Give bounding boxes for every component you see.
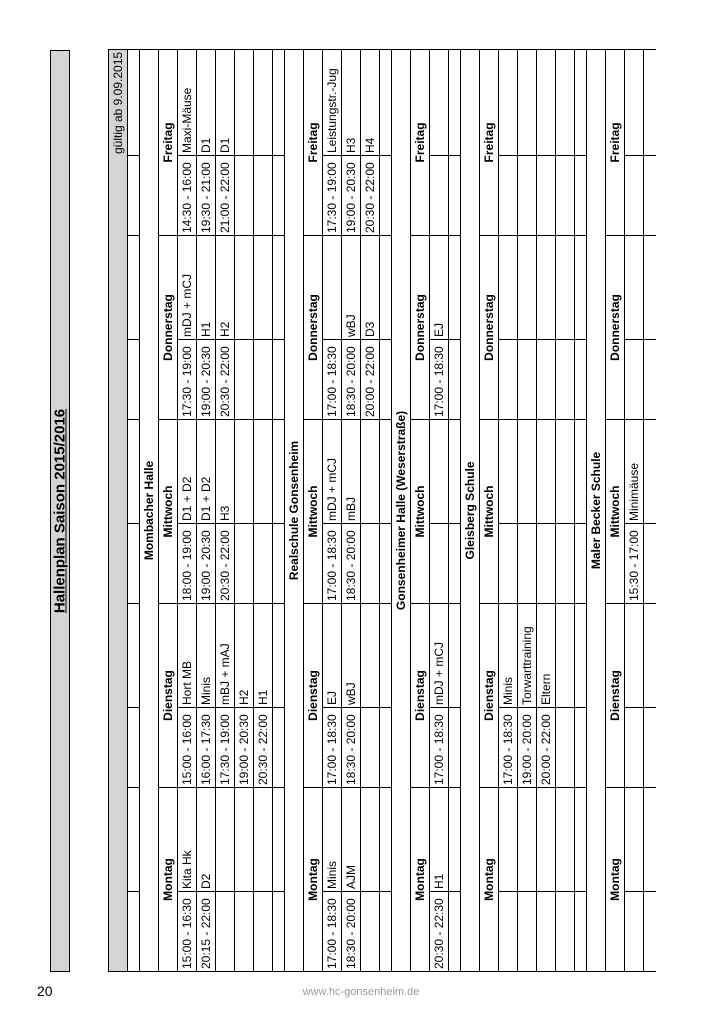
time-cell: 15:00 - 16:00	[178, 708, 197, 788]
section-header-row	[392, 49, 411, 971]
spacer-cell	[380, 340, 392, 420]
group-cell: H1	[197, 236, 216, 340]
time-cell	[556, 340, 575, 420]
group-cell	[625, 604, 644, 708]
time-cell: 20:00 - 22:00	[361, 340, 380, 420]
group-cell	[556, 420, 575, 524]
group-cell	[537, 236, 556, 340]
spacer-cell	[380, 49, 392, 155]
group-cell	[518, 420, 537, 524]
spacer-cell	[644, 156, 656, 236]
group-cell	[499, 788, 518, 892]
group-cell	[556, 236, 575, 340]
table-row	[216, 49, 235, 971]
group-cell	[254, 236, 273, 340]
table-row	[556, 49, 575, 971]
table-row	[361, 49, 380, 971]
spacer-cell	[273, 708, 285, 788]
group-cell: H3	[216, 420, 235, 524]
time-cell	[537, 156, 556, 236]
spacer-cell	[273, 524, 285, 604]
valid-row	[109, 49, 128, 971]
time-cell	[556, 524, 575, 604]
time-cell	[235, 156, 254, 236]
group-cell: mDJ + mCJ	[430, 604, 449, 708]
group-cell: H4	[361, 49, 380, 155]
time-cell: 20:30 - 22:00	[361, 156, 380, 236]
spacer-cell	[449, 708, 461, 788]
group-cell: D1	[197, 49, 216, 155]
table-row	[197, 49, 216, 971]
group-cell	[625, 236, 644, 340]
spacer-cell	[644, 420, 656, 524]
time-cell	[625, 340, 644, 420]
spacer-cell	[380, 708, 392, 788]
spacer-cell	[449, 604, 461, 708]
schedule-table	[108, 49, 656, 972]
spacer-cell	[273, 788, 285, 892]
group-cell	[625, 788, 644, 892]
time-cell: 17:30 - 19:00	[216, 708, 235, 788]
time-cell	[518, 524, 537, 604]
section-spacer	[575, 49, 587, 971]
time-cell	[254, 524, 273, 604]
day-header-row	[304, 49, 323, 971]
day-header: Donnerstag	[304, 236, 323, 420]
day-header: Freitag	[411, 49, 430, 235]
group-cell	[361, 604, 380, 708]
spacer-cell	[449, 524, 461, 604]
time-cell	[625, 892, 644, 972]
spacer-cell	[380, 788, 392, 892]
day-header: Mittwoch	[606, 420, 625, 604]
time-cell	[254, 156, 273, 236]
group-cell: mDJ + mCJ	[178, 236, 197, 340]
spacer-cell	[380, 604, 392, 708]
table-row	[499, 49, 518, 971]
group-cell: D1	[216, 49, 235, 155]
group-cell: mDJ + mCJ	[323, 420, 342, 524]
spacer-cell	[128, 788, 140, 892]
section-name: Mombacher Halle	[140, 49, 159, 971]
time-cell	[499, 340, 518, 420]
group-cell: AJM	[342, 788, 361, 892]
section-spacer	[644, 49, 656, 971]
group-cell: Maxi-Mäuse	[178, 49, 197, 155]
day-header: Mittwoch	[480, 420, 499, 604]
table-row	[430, 49, 449, 971]
group-cell	[361, 788, 380, 892]
time-cell: 18:30 - 20:00	[342, 340, 361, 420]
time-cell	[235, 340, 254, 420]
spacer-cell	[273, 340, 285, 420]
spacer-cell	[575, 340, 587, 420]
spacer-cell	[644, 604, 656, 708]
day-header: Montag	[411, 788, 430, 972]
time-cell: 21:00 - 22:00	[216, 156, 235, 236]
time-cell	[518, 340, 537, 420]
group-cell	[518, 236, 537, 340]
spacer-cell	[575, 524, 587, 604]
table-row	[254, 49, 273, 971]
time-cell	[556, 892, 575, 972]
spacer-cell	[128, 49, 140, 155]
time-cell: 14:30 - 16:00	[178, 156, 197, 236]
table-row	[235, 49, 254, 971]
section-name: Gonsenheimer Halle (Weserstraße)	[392, 49, 411, 971]
group-cell: D1 + D2	[197, 420, 216, 524]
group-cell	[235, 49, 254, 155]
time-cell: 19:00 - 20:00	[518, 708, 537, 788]
spacer-cell	[128, 156, 140, 236]
group-cell	[235, 236, 254, 340]
spacer-cell	[644, 892, 656, 972]
group-cell	[254, 420, 273, 524]
group-cell: D3	[361, 236, 380, 340]
group-cell	[556, 604, 575, 708]
group-cell: Leistungstr.-Jug	[323, 49, 342, 155]
spacer-cell	[644, 340, 656, 420]
spacer-cell	[128, 524, 140, 604]
section-name: Realschule Gonsenheim	[285, 49, 304, 971]
group-cell: mBJ + mAJ	[216, 604, 235, 708]
day-header: Freitag	[159, 49, 178, 235]
group-cell	[518, 49, 537, 155]
spacer-cell	[449, 340, 461, 420]
spacer-cell	[273, 156, 285, 236]
spacer-cell	[128, 340, 140, 420]
spacer-cell	[644, 788, 656, 892]
table-row	[342, 49, 361, 971]
time-cell: 17:00 - 18:30	[430, 708, 449, 788]
day-header: Donnerstag	[411, 236, 430, 420]
spacer-cell	[575, 788, 587, 892]
group-cell	[216, 788, 235, 892]
time-cell	[430, 524, 449, 604]
day-header: Donnerstag	[606, 236, 625, 420]
time-cell	[254, 340, 273, 420]
group-cell	[499, 420, 518, 524]
day-header: Mittwoch	[304, 420, 323, 604]
group-cell: Minis	[323, 788, 342, 892]
time-cell: 17:00 - 18:30	[430, 340, 449, 420]
day-header: Freitag	[606, 49, 625, 235]
spacer-cell	[380, 524, 392, 604]
time-cell: 20:30 - 22:00	[254, 708, 273, 788]
spacer-cell	[575, 156, 587, 236]
time-cell: 17:00 - 18:30	[323, 708, 342, 788]
day-header-row	[606, 49, 625, 971]
time-cell	[625, 708, 644, 788]
spacer-cell	[128, 604, 140, 708]
day-header: Montag	[480, 788, 499, 972]
spacer-cell	[575, 604, 587, 708]
time-cell	[254, 892, 273, 972]
group-cell: Eltern	[537, 604, 556, 708]
day-header: Donnerstag	[159, 236, 178, 420]
time-cell	[216, 892, 235, 972]
time-cell: 17:30 - 19:00	[178, 340, 197, 420]
time-cell	[499, 524, 518, 604]
spacer-cell	[575, 892, 587, 972]
table-row	[537, 49, 556, 971]
day-header: Mittwoch	[159, 420, 178, 604]
time-cell	[361, 708, 380, 788]
spacer-cell	[449, 420, 461, 524]
day-header: Dienstag	[159, 604, 178, 788]
time-cell	[235, 524, 254, 604]
group-cell	[430, 49, 449, 155]
spacer-cell	[449, 236, 461, 340]
time-cell	[556, 156, 575, 236]
time-cell: 19:00 - 20:30	[197, 524, 216, 604]
group-cell: Kita Hk	[178, 788, 197, 892]
group-cell: mBJ	[342, 420, 361, 524]
group-cell	[518, 788, 537, 892]
table-row	[178, 49, 197, 971]
time-cell: 15:30 - 17:00	[625, 524, 644, 604]
time-cell	[537, 892, 556, 972]
time-cell	[235, 892, 254, 972]
group-cell	[556, 49, 575, 155]
time-cell	[556, 708, 575, 788]
spacer-cell	[380, 236, 392, 340]
group-cell	[537, 49, 556, 155]
day-header: Freitag	[480, 49, 499, 235]
section-spacer	[449, 49, 461, 971]
section-spacer	[128, 49, 140, 971]
group-cell: H3	[342, 49, 361, 155]
spacer-cell	[575, 708, 587, 788]
time-cell	[499, 892, 518, 972]
time-cell: 20:30 - 22:00	[216, 340, 235, 420]
group-cell	[361, 420, 380, 524]
spacer-cell	[273, 236, 285, 340]
time-cell: 15:00 - 16:30	[178, 892, 197, 972]
spacer-cell	[449, 156, 461, 236]
time-cell: 19:00 - 20:30	[197, 340, 216, 420]
time-cell	[430, 156, 449, 236]
spacer-cell	[644, 708, 656, 788]
group-cell: Minis	[499, 604, 518, 708]
time-cell: 20:15 - 22:00	[197, 892, 216, 972]
spacer-cell	[128, 236, 140, 340]
time-cell: 18:30 - 20:00	[342, 892, 361, 972]
spacer-cell	[380, 420, 392, 524]
time-cell: 17:00 - 18:30	[499, 708, 518, 788]
day-header-row	[159, 49, 178, 971]
group-cell	[625, 49, 644, 155]
spacer-cell	[128, 420, 140, 524]
section-name: Maler Becker Schule	[587, 49, 606, 971]
spacer-cell	[128, 708, 140, 788]
spacer-cell	[273, 49, 285, 155]
day-header: Freitag	[304, 49, 323, 235]
day-header: Dienstag	[411, 604, 430, 788]
page-title: Hallenplan Saison 2015/2016	[51, 408, 69, 614]
time-cell	[537, 340, 556, 420]
group-cell: Torwarttraining	[518, 604, 537, 708]
table-row	[518, 49, 537, 971]
group-cell	[430, 420, 449, 524]
day-header: Mittwoch	[411, 420, 430, 604]
time-cell: 20:00 - 22:00	[537, 708, 556, 788]
time-cell: 18:00 - 19:00	[178, 524, 197, 604]
time-cell	[499, 156, 518, 236]
day-header-row	[480, 49, 499, 971]
time-cell: 17:00 - 18:30	[323, 524, 342, 604]
spacer-cell	[644, 524, 656, 604]
group-cell	[499, 49, 518, 155]
group-cell: Minimäuse	[625, 420, 644, 524]
group-cell	[235, 788, 254, 892]
time-cell	[361, 892, 380, 972]
page-number: 20	[37, 983, 53, 999]
spacer-cell	[128, 892, 140, 972]
group-cell	[254, 788, 273, 892]
time-cell	[625, 156, 644, 236]
day-header: Dienstag	[480, 604, 499, 788]
group-cell: wBJ	[342, 604, 361, 708]
section-header-row	[140, 49, 159, 971]
spacer-cell	[575, 236, 587, 340]
spacer-cell	[273, 604, 285, 708]
day-header: Dienstag	[304, 604, 323, 788]
group-cell: wBJ	[342, 236, 361, 340]
valid-from: gültig ab 9.09.2015	[109, 49, 128, 971]
group-cell: D2	[197, 788, 216, 892]
day-header: Montag	[606, 788, 625, 972]
group-cell: EJ	[323, 604, 342, 708]
spacer-cell	[273, 892, 285, 972]
spacer-cell	[380, 156, 392, 236]
time-cell: 20:30 - 22:30	[430, 892, 449, 972]
schedule-frame	[108, 50, 641, 972]
group-cell	[323, 236, 342, 340]
section-header-row	[461, 49, 480, 971]
day-header: Dienstag	[606, 604, 625, 788]
time-cell: 19:00 - 20:30	[342, 156, 361, 236]
section-spacer	[273, 49, 285, 971]
time-cell	[518, 156, 537, 236]
group-cell: H1	[430, 788, 449, 892]
group-cell	[556, 788, 575, 892]
section-header-row	[285, 49, 304, 971]
time-cell	[537, 524, 556, 604]
time-cell: 20:30 - 22:00	[216, 524, 235, 604]
group-cell	[254, 49, 273, 155]
spacer-cell	[644, 236, 656, 340]
spacer-cell	[575, 420, 587, 524]
group-cell	[537, 788, 556, 892]
spacer-cell	[449, 892, 461, 972]
group-cell: D1 + D2	[178, 420, 197, 524]
time-cell: 17:00 - 18:30	[323, 892, 342, 972]
time-cell: 16:00 - 17:30	[197, 708, 216, 788]
group-cell	[499, 236, 518, 340]
group-cell: H2	[216, 236, 235, 340]
time-cell: 17:00 - 18:30	[323, 340, 342, 420]
day-header: Donnerstag	[480, 236, 499, 420]
spacer-cell	[575, 49, 587, 155]
table-row	[323, 49, 342, 971]
time-cell: 19:30 - 21:00	[197, 156, 216, 236]
group-cell: EJ	[430, 236, 449, 340]
time-cell: 17:30 - 19:00	[323, 156, 342, 236]
day-header: Montag	[304, 788, 323, 972]
day-header-row	[411, 49, 430, 971]
spacer-cell	[449, 49, 461, 155]
time-cell: 18:30 - 20:00	[342, 524, 361, 604]
section-name: Gleisberg Schule	[461, 49, 480, 971]
group-cell	[537, 420, 556, 524]
group-cell: H2	[235, 604, 254, 708]
schedule-rotated	[108, 50, 641, 972]
group-cell	[235, 420, 254, 524]
spacer-cell	[380, 892, 392, 972]
spacer-cell	[273, 420, 285, 524]
spacer-cell	[449, 788, 461, 892]
spacer-cell	[644, 49, 656, 155]
time-cell: 19:00 - 20:30	[235, 708, 254, 788]
table-row	[625, 49, 644, 971]
day-header: Montag	[159, 788, 178, 972]
time-cell	[361, 524, 380, 604]
group-cell: Minis	[197, 604, 216, 708]
footer-url: www.hc-gonsenheim.de	[302, 986, 420, 998]
time-cell: 18:30 - 20:00	[342, 708, 361, 788]
group-cell: Hort MB	[178, 604, 197, 708]
section-header-row	[587, 49, 606, 971]
group-cell: H1	[254, 604, 273, 708]
time-cell	[518, 892, 537, 972]
section-spacer	[380, 49, 392, 971]
